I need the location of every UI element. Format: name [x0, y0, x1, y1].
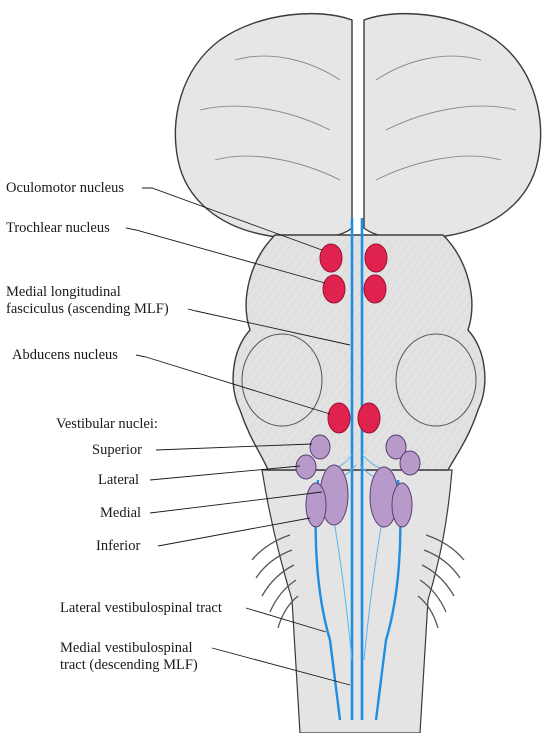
label-lateral: Lateral: [98, 472, 140, 488]
superior-vestibular-nucleus-left: [310, 435, 330, 459]
label-medial: Medial: [100, 505, 142, 521]
label-lateral-vestibulospinal-tract: Lateral vestibulospinal tract: [60, 600, 222, 616]
oculomotor-nucleus-right: [365, 244, 387, 272]
abducens-nucleus-left: [328, 403, 350, 433]
inferior-vestibular-nucleus-left: [306, 483, 326, 527]
label-inferior: Inferior: [96, 538, 141, 554]
lateral-vestibular-nucleus-right: [400, 451, 420, 475]
label-mlf-line2: fasciculus (ascending MLF): [6, 301, 169, 317]
trochlear-nucleus-left: [323, 275, 345, 303]
abducens-nucleus-right: [358, 403, 380, 433]
right-hemisphere: [364, 14, 541, 239]
oculomotor-nucleus-left: [320, 244, 342, 272]
inferior-vestibular-nucleus-right: [392, 483, 412, 527]
trochlear-nucleus-right: [364, 275, 386, 303]
lateral-vestibular-nucleus-left: [296, 455, 316, 479]
label-superior: Superior: [92, 442, 142, 458]
brainstem-shading: [233, 235, 485, 470]
label-abducens-nucleus: Abducens nucleus: [12, 347, 118, 363]
label-vestibular-nuclei-heading: Vestibular nuclei:: [56, 416, 158, 432]
label-medial-vestibulospinal-line1: Medial vestibulospinal: [60, 640, 193, 656]
label-mlf-line1: Medial longitudinal: [6, 284, 121, 300]
label-trochlear-nucleus: Trochlear nucleus: [6, 220, 110, 236]
left-hemisphere: [175, 14, 352, 239]
label-oculomotor-nucleus: Oculomotor nucleus: [6, 180, 124, 196]
label-medial-vestibulospinal-line2: tract (descending MLF): [60, 657, 198, 673]
